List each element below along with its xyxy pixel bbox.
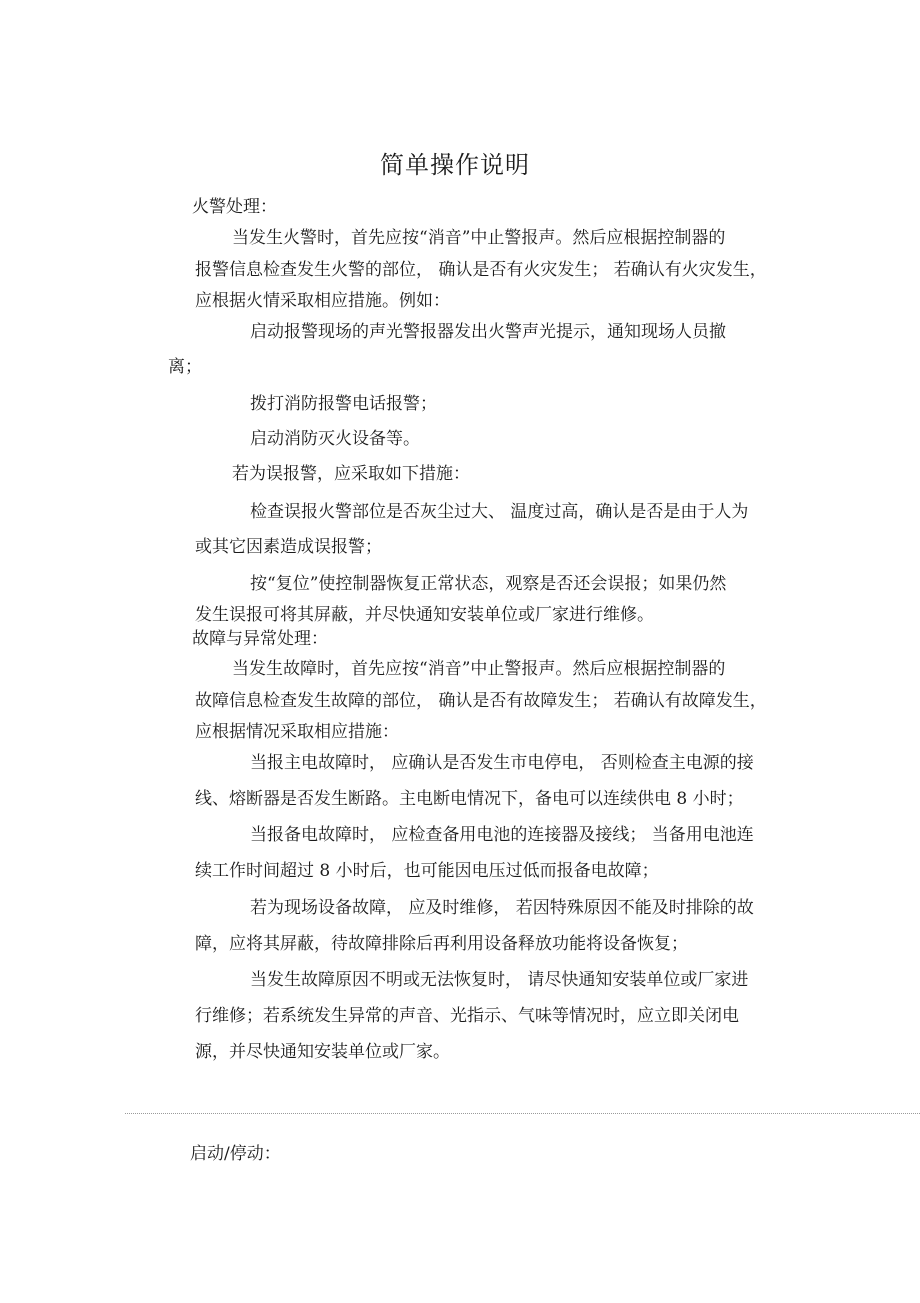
list-item: 发生误报可将其屏蔽，并尽快通知安装单位或厂家进行维修。	[195, 605, 654, 625]
list-item: 当报备电故障时， 应检查备用电池的连接器及接线； 当备用电池连	[250, 825, 754, 845]
list-item: 障，应将其屏蔽，待故障排除后再利用设备释放功能将设备恢复；	[195, 934, 688, 954]
paragraph-line: 若为误报警，应采取如下措施：	[232, 464, 470, 484]
list-item: 源，并尽快通知安装单位或厂家。	[195, 1042, 450, 1062]
paragraph-line: 当发生故障时，首先应按“消音”中止警报声。然后应根据控制器的	[232, 659, 726, 679]
page-title: 简单操作说明	[380, 151, 530, 179]
list-item: 若为现场设备故障， 应及时维修， 若因特殊原因不能及时排除的故	[250, 898, 754, 918]
list-item: 线、熔断器是否发生断路。主电断电情况下，备电可以连续供电 8 小时；	[195, 789, 744, 809]
list-item: 启动报警现场的声光警报器发出火警声光提示，通知现场人员撤	[250, 322, 726, 342]
list-item: 当报主电故障时， 应确认是否发生市电停电， 否则检查主电源的接	[250, 753, 754, 773]
paragraph-line: 应根据火情采取相应措施。例如：	[195, 291, 450, 311]
list-item: 续工作时间超过 8 小时后，也可能因电压过低而报备电故障；	[195, 861, 659, 881]
list-item: 检查误报火警部位是否灰尘过大、 温度过高，确认是否是由于人为	[250, 502, 749, 522]
section-heading-fault: 故障与异常处理：	[192, 629, 328, 649]
section-heading-fire: 火警处理：	[192, 197, 277, 217]
paragraph-line: 故障信息检查发生故障的部位， 确认是否有故障发生； 若确认有故障发生，	[195, 691, 767, 711]
section-heading-startstop: 启动/停动：	[190, 1144, 281, 1164]
list-item: 按“复位”使控制器恢复正常状态，观察是否还会误报；如果仍然	[250, 574, 727, 594]
paragraph-line: 报警信息检查发生火警的部位， 确认是否有火灾发生； 若确认有火灾发生，	[195, 260, 767, 280]
list-item: 启动消防灭火设备等。	[250, 429, 420, 449]
list-item: 当发生故障原因不明或无法恢复时， 请尽快通知安装单位或厂家进	[250, 970, 749, 990]
paragraph-line: 当发生火警时，首先应按“消音”中止警报声。然后应根据控制器的	[232, 228, 726, 248]
paragraph-line: 应根据情况采取相应措施：	[195, 722, 399, 742]
list-item: 行维修；若系统发生异常的声音、光指示、气味等情况时，应立即关闭电	[195, 1006, 739, 1026]
list-item: 离；	[168, 357, 202, 377]
list-item: 或其它因素造成误报警；	[195, 537, 382, 557]
page-divider	[125, 1113, 920, 1114]
list-item: 拨打消防报警电话报警；	[250, 394, 437, 414]
